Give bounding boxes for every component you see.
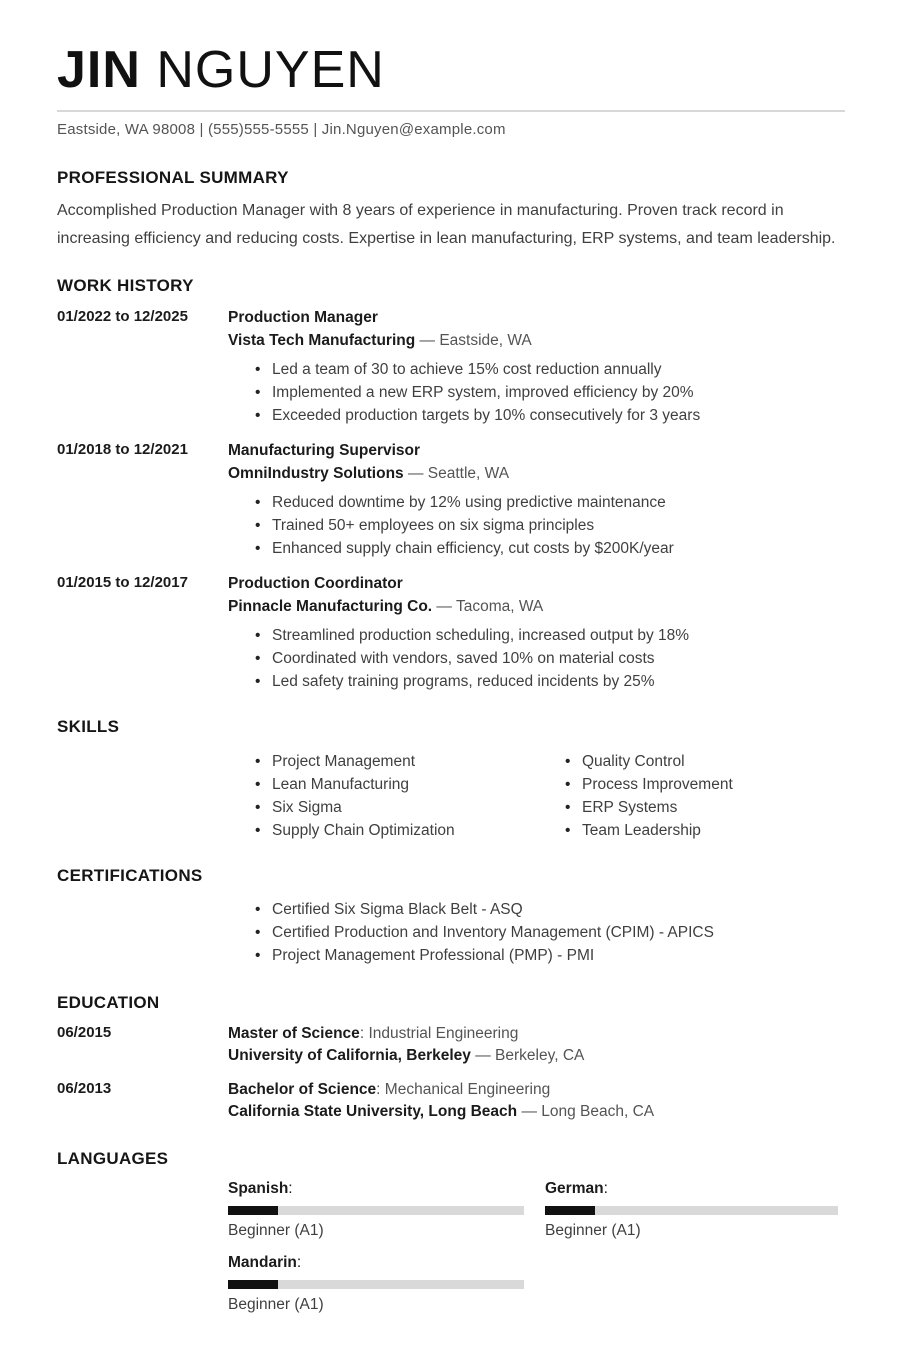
section-languages — [57, 1149, 845, 1314]
language-item — [228, 1179, 524, 1240]
skill-item: • Lean Manufacturing — [255, 773, 538, 796]
skill-item: • Team Leadership — [565, 819, 733, 842]
company-name: OmniIndustry Solutions — [228, 465, 404, 482]
job-bullet: • Trained 50+ employees on six sigma principles — [255, 514, 845, 537]
languages-grid — [228, 1179, 845, 1314]
degree-field: Industrial Engineering — [368, 1025, 519, 1042]
work-history-heading: WORK HISTORY — [57, 276, 194, 295]
certification-item: • Project Management Professional (PMP) - PMI — [255, 944, 845, 967]
language-level: Beginner (A1) — [545, 1222, 641, 1239]
degree-line — [228, 1023, 845, 1045]
job-bullet: • Coordinated with vendors, saved 10% on material costs — [255, 647, 845, 670]
skills-column-2 — [538, 750, 733, 842]
certifications-list-wrap — [228, 898, 845, 967]
school-line — [228, 1101, 845, 1123]
language-level: Beginner (A1) — [228, 1222, 324, 1239]
candidate-name — [57, 41, 845, 99]
job-bullet-list — [228, 358, 845, 427]
job-bullet: • Led safety training programs, reduced incidents by 25% — [255, 670, 845, 693]
dash-separator: — — [521, 1103, 537, 1120]
section-professional-summary — [57, 168, 845, 253]
last-name: NGUYEN — [156, 41, 385, 99]
job-location: Seattle, WA — [427, 465, 510, 482]
skill-item: • Six Sigma — [255, 796, 538, 819]
job-dates: 01/2018 to 12/2021 — [57, 441, 188, 458]
colon-separator: : — [376, 1081, 381, 1098]
section-education — [57, 993, 845, 1123]
language-name: Spanish: — [228, 1180, 293, 1197]
education-date: 06/2015 — [57, 1024, 112, 1041]
job-details — [228, 573, 845, 693]
job-title: Manufacturing Supervisor — [228, 442, 421, 459]
education-details — [228, 1023, 845, 1067]
skill-item: • ERP Systems — [565, 796, 733, 819]
school-location: Long Beach, CA — [541, 1103, 655, 1120]
summary-heading: PROFESSIONAL SUMMARY — [57, 168, 289, 187]
degree-name: Master of Science — [228, 1025, 360, 1042]
education-date: 06/2013 — [57, 1080, 112, 1097]
first-name: JIN — [57, 41, 141, 99]
section-skills — [57, 717, 845, 842]
certification-item: • Certified Six Sigma Black Belt - ASQ — [255, 898, 845, 921]
school-location: Berkeley, CA — [495, 1047, 585, 1064]
language-item — [545, 1179, 838, 1240]
job-bullet: • Led a team of 30 to achieve 15% cost reduction annually — [255, 358, 845, 381]
skills-grid — [228, 750, 845, 842]
dash-separator: — — [419, 332, 435, 349]
education-heading: EDUCATION — [57, 993, 160, 1012]
job-location: Eastside, WA — [439, 332, 532, 349]
company-name: Pinnacle Manufacturing Co. — [228, 598, 433, 615]
language-item — [228, 1253, 524, 1314]
colon-separator: : — [603, 1180, 608, 1197]
school-name: University of California, Berkeley — [228, 1047, 471, 1064]
colon-separator: : — [288, 1180, 293, 1197]
language-bar — [228, 1280, 524, 1289]
job-bullet-list — [228, 491, 845, 560]
company-name: Vista Tech Manufacturing — [228, 332, 416, 349]
job-entry — [57, 307, 845, 427]
skill-item: • Project Management — [255, 750, 538, 773]
job-bullet: • Enhanced supply chain efficiency, cut costs by $200K/year — [255, 537, 845, 560]
language-bar — [228, 1206, 524, 1215]
education-details — [228, 1079, 845, 1123]
degree-name: Bachelor of Science — [228, 1081, 377, 1098]
language-bar-fill — [228, 1206, 278, 1215]
dash-separator: — — [475, 1047, 491, 1064]
company-line — [228, 329, 845, 353]
degree-field: Mechanical Engineering — [384, 1081, 551, 1098]
school-line — [228, 1045, 845, 1067]
section-work-history — [57, 276, 845, 693]
contact-info: Eastside, WA 98008 | (555)555-5555 | Jin.Nguyen@example.com — [57, 121, 506, 138]
skill-item: • Process Improvement — [565, 773, 733, 796]
job-dates: 01/2022 to 12/2025 — [57, 308, 188, 325]
dash-separator: — — [407, 465, 424, 482]
job-entry — [57, 440, 845, 560]
job-bullet: • Reduced downtime by 12% using predictive maintenance — [255, 491, 845, 514]
job-title: Production Coordinator — [228, 575, 403, 592]
language-level: Beginner (A1) — [228, 1296, 324, 1313]
job-entry — [57, 573, 845, 693]
resume-header — [57, 41, 845, 138]
summary-text: Accomplished Production Manager with 8 years of experience in manufacturing. Proven track record in increasing efficiency and reducing costs. Expertise in lean manufacturing, ERP systems, and team leadership. — [57, 202, 836, 247]
language-name: German: — [545, 1180, 608, 1197]
company-line — [228, 462, 845, 486]
languages-heading: LANGUAGES — [57, 1149, 169, 1168]
language-bar-fill — [228, 1280, 278, 1289]
dash-separator: — — [436, 598, 452, 615]
job-bullet: • Exceeded production targets by 10% consecutively for 3 years — [255, 404, 845, 427]
language-bar-fill — [545, 1206, 595, 1215]
education-entry — [57, 1023, 845, 1067]
colon-separator: : — [359, 1025, 365, 1042]
job-title: Production Manager — [228, 309, 378, 326]
colon-separator: : — [296, 1254, 302, 1271]
language-name: Mandarin: — [228, 1254, 302, 1271]
job-dates: 01/2015 to 12/2017 — [57, 574, 188, 591]
job-bullet-list — [228, 624, 845, 693]
job-bullet: • Implemented a new ERP system, improved efficiency by 20% — [255, 381, 845, 404]
certifications-list — [228, 898, 845, 967]
certifications-heading: CERTIFICATIONS — [57, 866, 203, 885]
skill-item: • Quality Control — [565, 750, 733, 773]
job-details — [228, 307, 845, 427]
degree-line — [228, 1079, 845, 1101]
skills-heading: SKILLS — [57, 717, 120, 736]
job-details — [228, 440, 845, 560]
job-location: Tacoma, WA — [455, 598, 544, 615]
skills-column-1 — [228, 750, 538, 842]
company-line — [228, 595, 845, 619]
language-bar — [545, 1206, 838, 1215]
certification-item: • Certified Production and Inventory Management (CPIM) - APICS — [255, 921, 845, 944]
section-certifications — [57, 866, 845, 967]
job-bullet: • Streamlined production scheduling, increased output by 18% — [255, 624, 845, 647]
header-divider — [57, 110, 845, 112]
skill-item: • Supply Chain Optimization — [255, 819, 538, 842]
school-name: California State University, Long Beach — [228, 1103, 518, 1120]
education-entry — [57, 1079, 845, 1123]
